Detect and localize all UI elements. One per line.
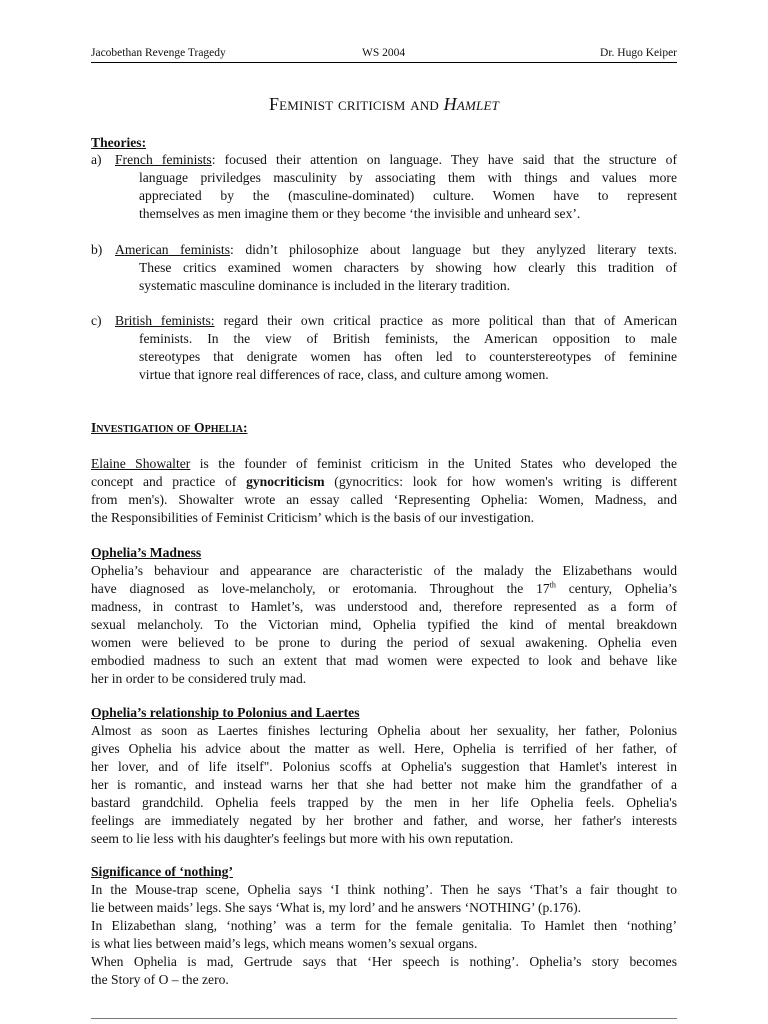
theory-term: American feminists bbox=[115, 242, 230, 257]
nothing-heading: Significance of ‘nothing’ bbox=[91, 864, 233, 879]
madness-paragraph: Ophelia’s behaviour and appearance are characteristic of the malady the Elizabethans would have diagnosed as love-melancholy, or erotomania. Throughout the 17th century, Ophelia’s madness, in contrast to Hamlet’s, was understood and, therefore represented as a form of sexual melancholy. To the Victorian mind, Ophelia typified the kind of mental breakdown women were believed to be prone to during the period of sexual awakening. Ophelia even embodied madness to such an extent that mad women were expected to look and behave like her in order to be considered truly mad. bbox=[91, 563, 677, 686]
theory-first-line: French feminists: focused their attention on language. They have said that the structure of bbox=[115, 152, 678, 167]
nothing-paragraph: In the Mouse-trap scene, Ophelia says ‘I think nothing’. Then he says ‘That’s a fair thought to lie between maids’ legs. She says ‘What is, my lord’ and he answers ‘NOTHING’ (p.176). In Elizabethan slang, ‘nothing’ was a term for the female genitalia. To Hamlet then ‘nothing’ is what lies between maid’s legs, which means women’s sexual organs. When Ophelia is mad, Gertrude says that ‘Her speech is nothing’. Ophelia’s story becomes the Story of O – the zero. bbox=[91, 882, 677, 987]
madness-heading: Ophelia’s Madness bbox=[91, 545, 202, 560]
theories-heading: Theories: bbox=[91, 135, 147, 150]
title-italic: Hamlet bbox=[443, 94, 500, 114]
page-title bbox=[0, 93, 768, 115]
header-semester: WS 2004 bbox=[362, 47, 406, 59]
investigation-heading: Investigation of Ophelia: bbox=[91, 420, 248, 435]
theory-continuation: These critics examined women characters by showing how clearly this tradition of systematic masculine dominance is included in the literary tradition. bbox=[139, 260, 677, 293]
key-term: gynocriticism bbox=[246, 474, 325, 489]
theory-letter: b) bbox=[91, 242, 103, 257]
theory-continuation: feminists. In the view of British feminists, the American opposition to male stereotypes that denigrate women has often led to counterstereotypes of feminine virtue that ignore real differences of race, class, and culture among women. bbox=[139, 331, 677, 382]
theory-first-line: American feminists: didn’t philosophize about language but they anylyzed literary texts. bbox=[115, 242, 677, 257]
footer-divider bbox=[91, 1018, 677, 1019]
header-course: Jacobethan Revenge Tragedy bbox=[91, 47, 226, 59]
theory-letter: c) bbox=[91, 313, 102, 328]
theory-continuation: language priviledges masculinity by associating them with things and values more appreciated by the (masculine-dominated) culture. Women have to represent themselves as men imagine them or they become ‘the invisible and unheard sex’. bbox=[139, 170, 677, 221]
relationship-heading: Ophelia’s relationship to Polonius and Laertes bbox=[91, 705, 360, 720]
theory-letter: a) bbox=[91, 152, 102, 167]
theory-term: British feminists: bbox=[115, 313, 215, 328]
theory-first-line: British feminists: regard their own critical practice as more political than that of American bbox=[115, 313, 677, 328]
title-prefix: Feminist criticism and bbox=[268, 94, 444, 114]
relationship-paragraph: Almost as soon as Laertes finishes lecturing Ophelia about her sexuality, her father, Polonius gives Ophelia his advice about the matter as well. Here, Ophelia is terrified of her father, of her lover, and of life itself". Polonius scoffs at Ophelia's suggestion that Hamlet's interest in her is romantic, and instead warns her that she had better not make him the grandfather of a bastard grandchild. Ophelia feels trapped by the men in her life Ophelia feels. Ophelia's feelings are immediately negated by her brother and father, and worse, her father's interests seem to lie less with his daughter's feelings but more with his own reputation. bbox=[91, 723, 677, 846]
header-instructor: Dr. Hugo Keiper bbox=[600, 47, 677, 59]
author-name: Elaine Showalter bbox=[91, 456, 191, 471]
investigation-paragraph: Elaine Showalter is the founder of feminist criticism in the United States who developed the concept and practice of gynocriticism (gynocritics: look for how women's writing is different from men's). Showalter wrote an essay called ‘Representing Ophelia: Women, Madness, and the Responsibilities of Feminist Criticism’ which is the basis of our investigation. bbox=[91, 456, 678, 525]
page-header bbox=[91, 44, 677, 63]
theory-term: French feminists bbox=[115, 152, 212, 167]
